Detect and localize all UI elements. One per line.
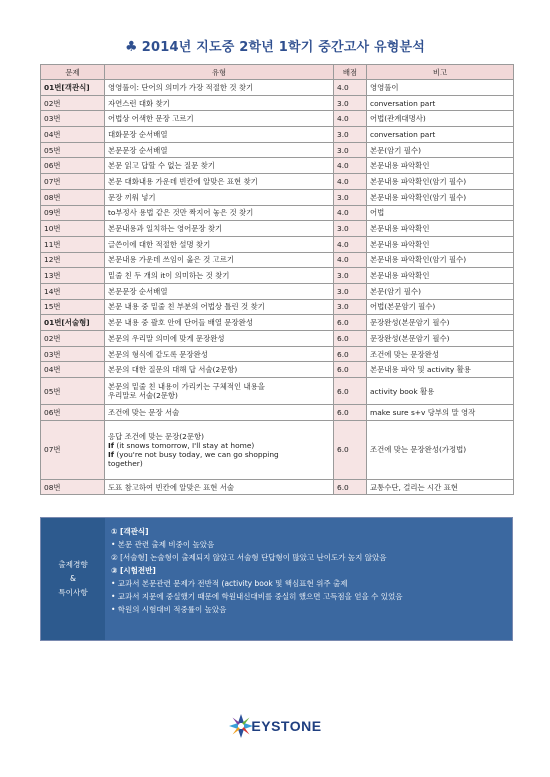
table-row [41, 189, 514, 205]
cell-type: 대화문장 순서배열 [105, 127, 334, 143]
header-no: 문제 [41, 65, 105, 80]
cell-no: 06번 [41, 405, 105, 421]
cell-note: 본문(암기 필수) [367, 283, 514, 299]
cell-type-line: 본문의 밑줄 친 내용이 가리키는 구체적인 내용을 [108, 382, 265, 392]
cell-type: 본문내용 가운데 쓰임이 옳은 것 고르기 [105, 252, 334, 268]
cell-note: 조건에 맞는 문장완성(가정법) [367, 420, 514, 479]
table-row [41, 268, 514, 284]
cell-type: 문장 끼워 넣기 [105, 189, 334, 205]
cell-note: 어법(본문암기 필수) [367, 299, 514, 315]
cell-no: 01번[객관식] [41, 80, 105, 96]
table-row [41, 236, 514, 252]
table-row [41, 127, 514, 143]
table-row [41, 205, 514, 221]
cell-note: conversation part [367, 95, 514, 111]
cell-score: 3.0 [334, 127, 367, 143]
cell-type-line: 응답 조건에 맞는 문장(2문항) [108, 431, 205, 441]
cell-no: 09번 [41, 205, 105, 221]
table-row [41, 346, 514, 362]
notes-line: ③ [시험전반] [111, 566, 156, 575]
cell-type: 조건에 맞는 문장 서술 [105, 405, 334, 421]
cell-score: 3.0 [334, 221, 367, 237]
notes-line: • 교과서 본문관련 문제가 전반적 (activity book 및 핵심표현 위주 출제 [111, 579, 348, 588]
table-row [41, 158, 514, 174]
cell-score: 3.0 [334, 189, 367, 205]
table-row [41, 283, 514, 299]
cell-note: 본문내용 파악확인 [367, 158, 514, 174]
cell-no: 08번 [41, 189, 105, 205]
cell-type: 본문 대화내용 가운데 빈칸에 알맞은 표현 찾기 [105, 174, 334, 190]
cell-score: 6.0 [334, 315, 367, 331]
table-row [41, 95, 514, 111]
table-body [41, 80, 514, 495]
notes-line: • 본문 관련 출제 비중이 높았음 [111, 540, 215, 549]
cell-type-line: 우리말로 서술(2문항) [108, 391, 178, 401]
cell-type: 영영풀이: 단어의 의미가 가장 적절한 것 찾기 [105, 80, 334, 96]
table-row [41, 331, 514, 347]
table-row [41, 315, 514, 331]
cell-type: 본문 읽고 답할 수 없는 질문 찾기 [105, 158, 334, 174]
cell-note: 본문(암기 필수) [367, 142, 514, 158]
cell-type [105, 420, 334, 479]
header-type: 유형 [105, 65, 334, 80]
cell-score: 4.0 [334, 236, 367, 252]
cell-type: 글쓴이에 대한 적절한 설명 찾기 [105, 236, 334, 252]
cell-note: 본문내용 파악확인(암기 필수) [367, 174, 514, 190]
cell-note: 교통수단, 걸리는 시간 표현 [367, 479, 514, 495]
table-row [41, 221, 514, 237]
cell-no: 05번 [41, 142, 105, 158]
table-row [41, 420, 514, 479]
cell-note: 본문내용 파악확인(암기 필수) [367, 252, 514, 268]
notes-box [40, 517, 513, 641]
cell-note: 어법 [367, 205, 514, 221]
cell-score: 6.0 [334, 362, 367, 378]
cell-no: 07번 [41, 174, 105, 190]
cell-score: 6.0 [334, 378, 367, 405]
notes-label-line: 특이사항 [58, 588, 88, 597]
cell-note: 문장완성(본문암기 필수) [367, 331, 514, 347]
cell-no: 04번 [41, 127, 105, 143]
cell-type: to부정사 용법 같은 것만 짝지어 놓은 것 찾기 [105, 205, 334, 221]
cell-no: 01번[서술형] [41, 315, 105, 331]
cell-type: 도표 참고하여 빈칸에 알맞은 표현 서술 [105, 479, 334, 495]
page-title-text: 2014년 지도중 2학년 1학기 중간고사 유형분석 [141, 40, 425, 55]
cell-note: 본문내용 파악확인 [367, 268, 514, 284]
table-row [41, 479, 514, 495]
cell-note: 본문내용 파악확인(암기 필수) [367, 189, 514, 205]
analysis-table [40, 64, 514, 495]
table-row [41, 299, 514, 315]
table-header-row [41, 65, 514, 80]
cell-no: 10번 [41, 221, 105, 237]
cell-no: 14번 [41, 283, 105, 299]
notes-label-line: & [70, 574, 76, 583]
page-title [0, 36, 550, 55]
header-score: 배점 [334, 65, 367, 80]
cell-type [105, 378, 334, 405]
cell-type: 본문문장 순서배열 [105, 283, 334, 299]
cell-no: 03번 [41, 346, 105, 362]
cell-score: 6.0 [334, 479, 367, 495]
cell-no: 05번 [41, 378, 105, 405]
cell-note: 어법(관계대명사) [367, 111, 514, 127]
cell-score: 3.0 [334, 95, 367, 111]
cell-type: 본문의 형식에 같도록 문장완성 [105, 346, 334, 362]
logo-text: EYSTONE [251, 718, 322, 734]
cell-no: 06번 [41, 158, 105, 174]
notes-label [41, 518, 105, 640]
cell-type: 자연스런 대화 찾기 [105, 95, 334, 111]
notes-body [105, 518, 512, 640]
table-row [41, 142, 514, 158]
cell-type: 밑줄 친 두 개의 it이 의미하는 것 찾기 [105, 268, 334, 284]
cell-type: 어법상 어색한 문장 고르기 [105, 111, 334, 127]
notes-label-line: 출제경향 [58, 560, 88, 569]
table-row [41, 174, 514, 190]
table-row [41, 252, 514, 268]
cell-score: 6.0 [334, 346, 367, 362]
cell-score: 3.0 [334, 142, 367, 158]
cell-no: 12번 [41, 252, 105, 268]
cell-note: 문장완성(본문암기 필수) [367, 315, 514, 331]
cell-score: 4.0 [334, 205, 367, 221]
cell-note: 영영풀이 [367, 80, 514, 96]
cell-score: 3.0 [334, 299, 367, 315]
table-row [41, 111, 514, 127]
cell-no: 02번 [41, 331, 105, 347]
cell-type: 본문의 우리말 의미에 맞게 문장완성 [105, 331, 334, 347]
table-row [41, 362, 514, 378]
cell-note: conversation part [367, 127, 514, 143]
cell-no: 04번 [41, 362, 105, 378]
cell-note: 조건에 맞는 문장완성 [367, 346, 514, 362]
cell-score: 6.0 [334, 331, 367, 347]
cell-score: 4.0 [334, 158, 367, 174]
cell-no: 03번 [41, 111, 105, 127]
table-row [41, 405, 514, 421]
notes-line: ① [객관식] [111, 527, 149, 536]
cell-type: 본문내용과 일치하는 영어문장 찾기 [105, 221, 334, 237]
notes-line: • 교과서 지문에 중실했기 때문에 학원내신대비를 중실히 했으면 고득점을 얻을 수 있었음 [111, 592, 403, 601]
cell-note: 본문내용 파악확인 [367, 221, 514, 237]
cell-note: make sure s+v 당부의 말 영작 [367, 405, 514, 421]
cell-score: 4.0 [334, 111, 367, 127]
cell-score: 6.0 [334, 420, 367, 479]
cell-no: 11번 [41, 236, 105, 252]
cell-score: 3.0 [334, 283, 367, 299]
cell-type-line: If (you're not busy today, we can go shopping [108, 449, 279, 459]
cell-type: 본문 내용 중 밑줄 친 부분의 어법상 틀린 것 찾기 [105, 299, 334, 315]
cell-note: 본문내용 파악 및 activity 활용 [367, 362, 514, 378]
cell-type-line: together) [108, 458, 143, 468]
cell-type-line: If (it snows tomorrow, I'll stay at home) [108, 440, 255, 450]
cell-score: 4.0 [334, 252, 367, 268]
cell-note: 본문내용 파악확인 [367, 236, 514, 252]
header-note: 비고 [367, 65, 514, 80]
cell-score: 3.0 [334, 268, 367, 284]
cell-no: 13번 [41, 268, 105, 284]
cell-type: 본문 내용 중 괄호 안에 단어들 배열 문장완성 [105, 315, 334, 331]
cell-score: 4.0 [334, 80, 367, 96]
keystone-logo [0, 713, 550, 739]
cell-no: 07번 [41, 420, 105, 479]
cell-note: activity book 활용 [367, 378, 514, 405]
notes-line: ② [서술형] 논술형이 출제되지 않았고 서술형 단답형이 많았고 난이도가 높지 않았음 [111, 553, 387, 562]
cell-type: 본문의 대한 질문의 대해 답 서술(2문항) [105, 362, 334, 378]
notes-line: • 학원의 시험대비 적중률이 높았음 [111, 605, 227, 614]
cell-type: 본문문장 순서배열 [105, 142, 334, 158]
cell-score: 6.0 [334, 405, 367, 421]
table-row [41, 378, 514, 405]
table-row [41, 80, 514, 96]
cell-no: 02번 [41, 95, 105, 111]
cell-score: 4.0 [334, 174, 367, 190]
club-icon: ♣ [125, 39, 138, 55]
cell-no: 15번 [41, 299, 105, 315]
cell-no: 08번 [41, 479, 105, 495]
